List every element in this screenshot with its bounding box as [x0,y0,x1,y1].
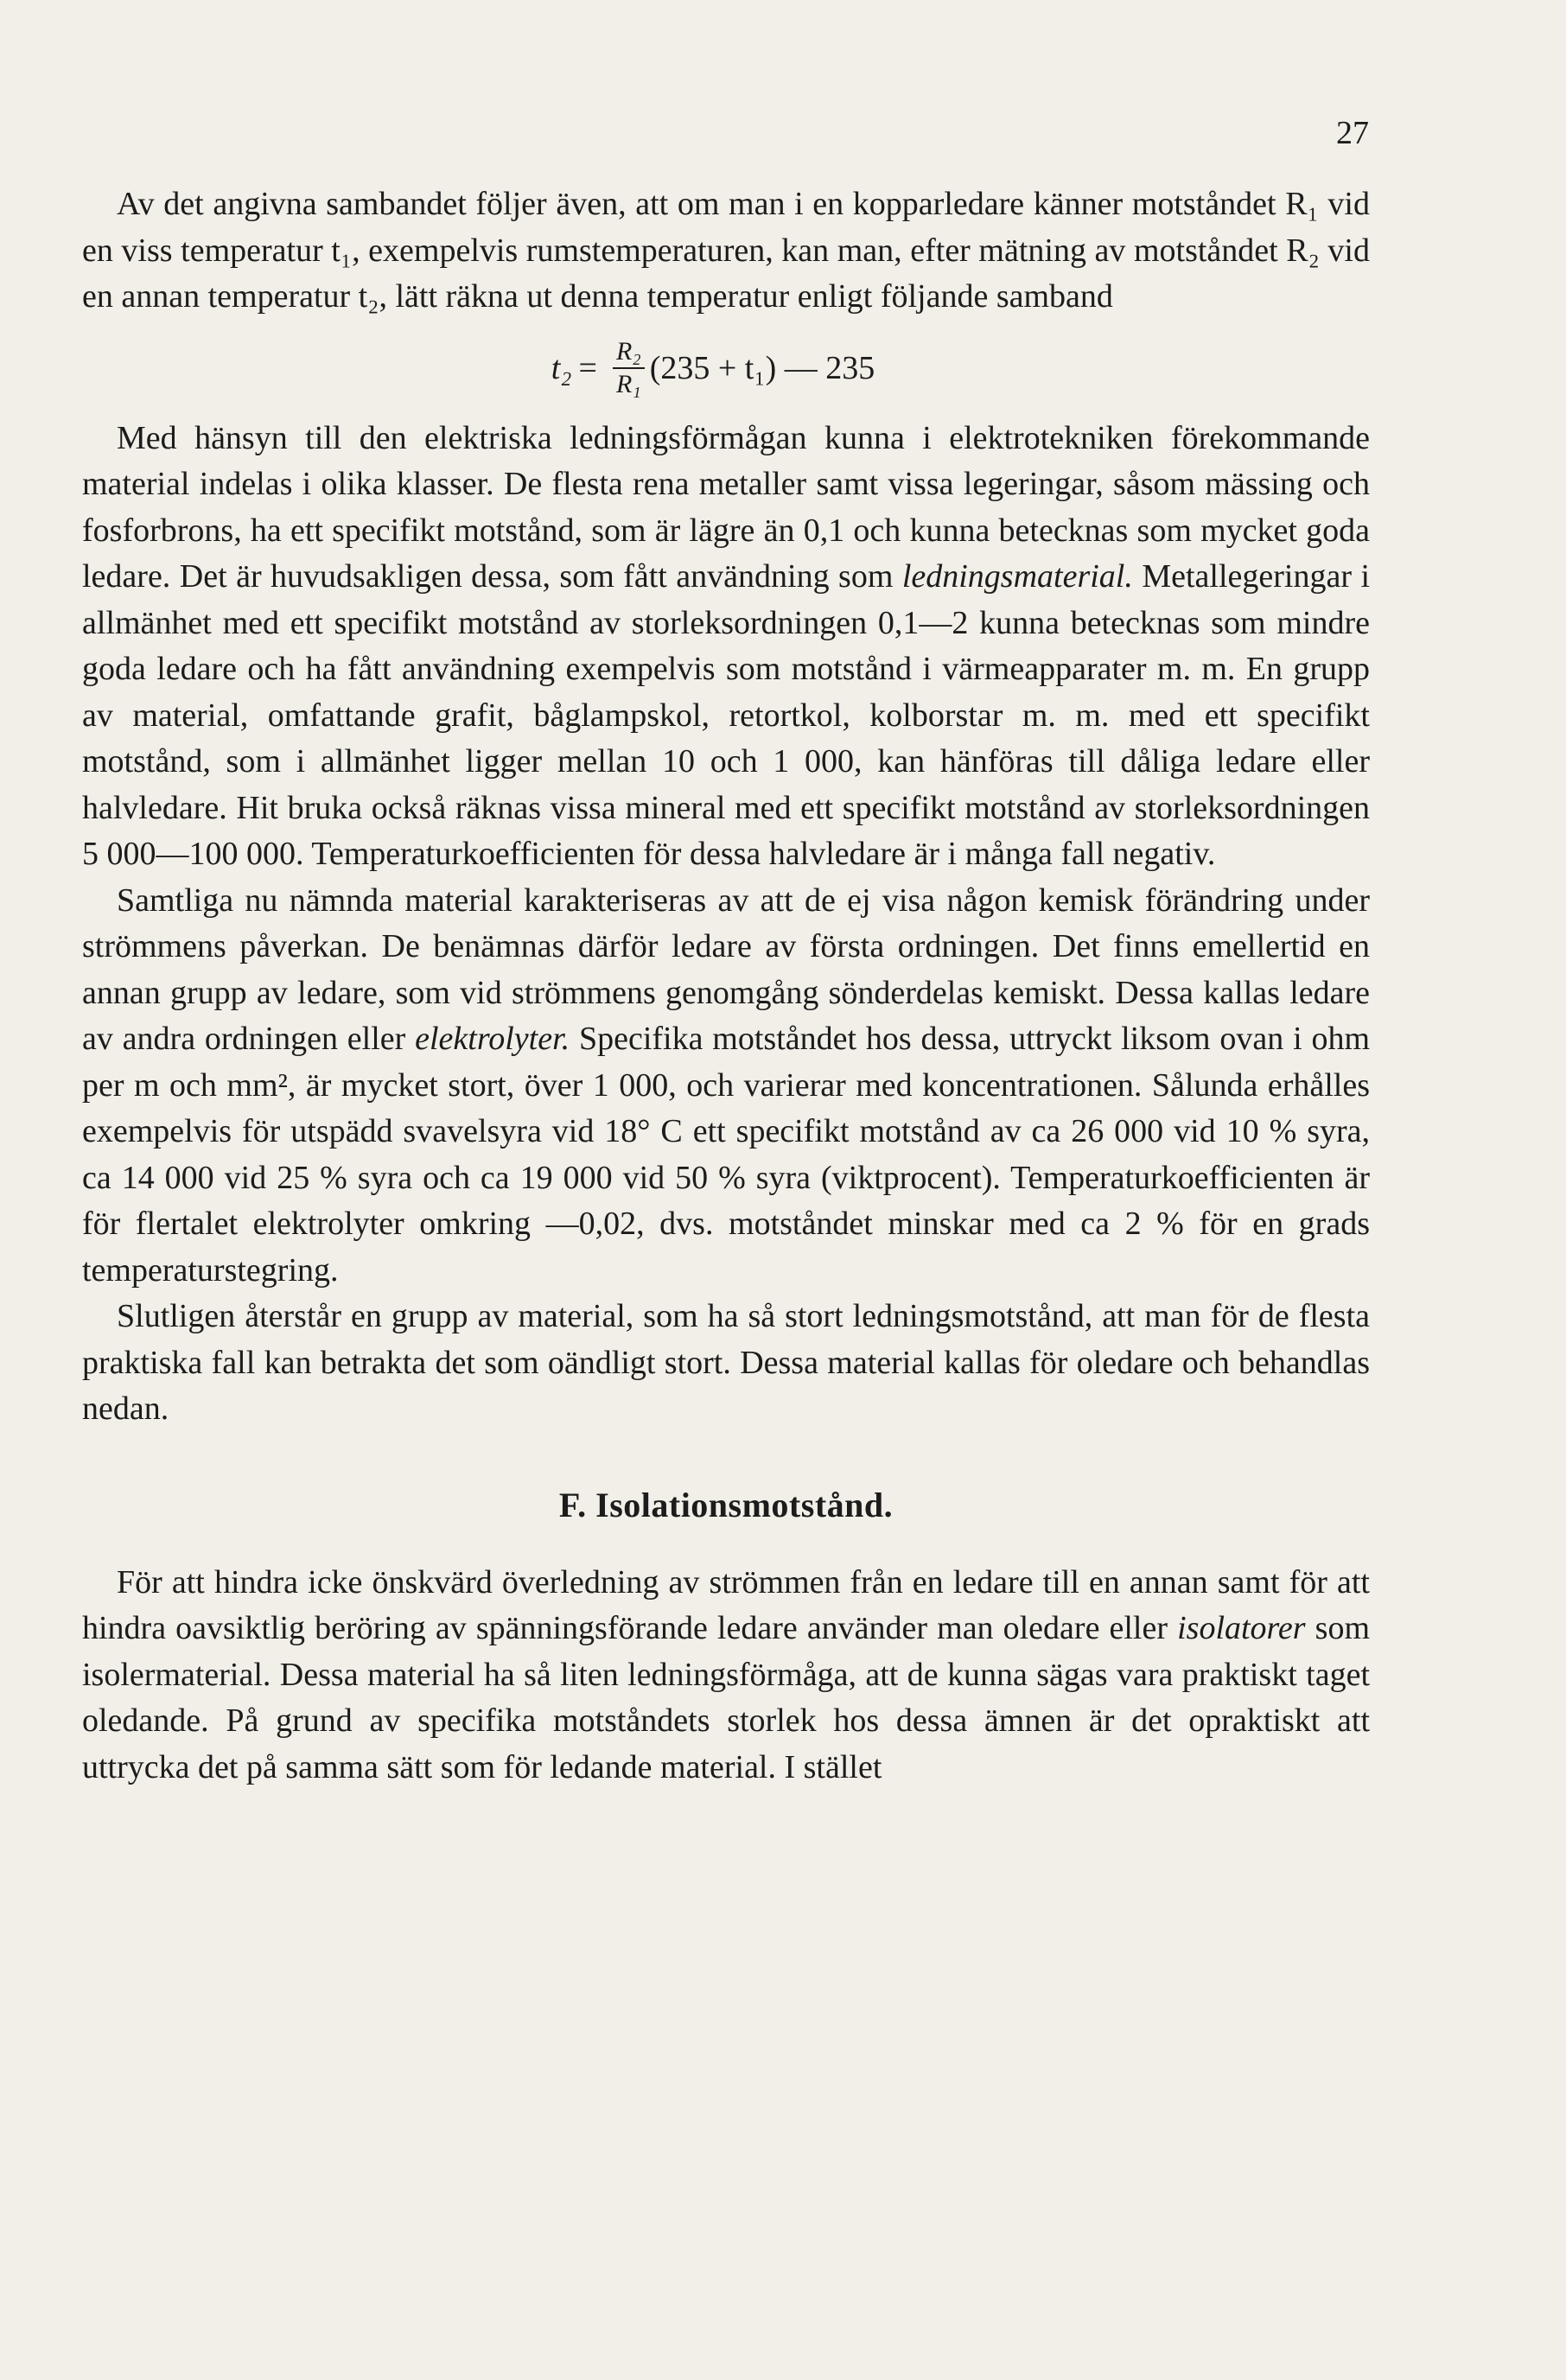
term-isolatorer: isolatorer [1177,1610,1306,1646]
paragraph-insulation-b: som isolermaterial. Dessa material ha så liten ledningsförmåga, att de kunna sägas vara praktiskt taget oledande. På grund av specifika motståndets storlek hos dessa ämnen är det opraktiskt att uttrycka det på samma sätt som för ledande material. I stället [82,1610,1371,1785]
formula-equals: = [578,349,597,386]
section-heading: F. Isolationsmotstånd. [558,1485,894,1524]
paragraph-insulation [82,1560,1370,1791]
term-ledningsmaterial: ledningsmaterial. [901,558,1133,595]
paragraph-conductors-a: Med hänsyn till den elektriska ledningsförmågan kunna i elektrotekniken förekommande material indelas i olika klasser. De flesta rena metaller samt vissa legeringar, såsom mässing och fosforbrons, ha ett specifikt motstånd, som är lägre än 0,1 och kunna betecknas som mycket goda ledare. Det är huvudsakligen dessa, som fått användning som [82,419,1370,595]
paragraph-electrolytes-b: Specifika motståndet hos dessa, uttryckt liksom ovan i ohm per m och mm², är mycket stort, över 1 000, och varierar med koncentrationen. Sålunda erhålles exempelvis för utspädd svavelsyra vid 18° C ett specifikt motstånd av ca 26 000 vid 10 % syra, ca 14 000 vid 25 % syra och ca 19 000 vid 50 % syra (viktprocent). Temperaturkoefficienten är för flertalet elektrolyter omkring —0,02, dvs. motståndet minskar med ca 2 % för en grads temperaturstegring. [82,1021,1371,1289]
page-body [82,181,1370,1791]
paragraph-conductors [82,416,1370,878]
formula-denominator: R₁ [615,369,641,398]
temperature-formula [56,321,1370,416]
paragraph-nonconductors: Slutligen återstår en grupp av material, som ha så stort ledningsmotstånd, att man för de flesta praktiska fall kan betrakta det som oändligt stort. Dessa material kallas för oledare och behandlas nedan. [82,1298,1370,1427]
paragraph-conductors-b: Metallegeringar i allmänhet med ett specifikt motstånd av storleksordningen 0,1—2 kunna betecknas som mindre goda ledare och ha fått användning exempelvis som motstånd i värmeapparater m. m. En grupp av material, omfattande grafit, båglampskol, retortkol, kolborstar m. m. med ett specifikt motstånd, som i allmänhet ligger mellan 10 och 1 000, kan hänföras till dåliga ledare eller halvledare. Hit bruka också räknas vissa mineral med ett specifikt motstånd av storleksordningen 5 000—100 000. Temperaturkoefficienten för dessa halvledare är i många fall negativ. [82,558,1370,872]
paragraph-electrolytes [82,878,1370,1295]
paragraph-insulation-a: För att hindra icke önskvärd överledning av strömmen från en ledare till en annan samt för att hindra oavsiktlig beröring av spänningsförande ledare använder man oledare eller [82,1563,1370,1646]
paragraph-electrolytes-a: Samtliga nu nämnda material karakteriseras av att de ej visa någon kemisk förändring under strömmens påverkan. De benämnas därför ledare av första ordningen. Det finns emellertid en annan grupp av ledare, som vid strömmens genomgång sönderdelas kemiskt. Dessa kallas ledare av andra ordningen eller [82,881,1370,1057]
formula-lhs: t₂ [551,349,572,386]
formula-rhs: (235 + t₁) — 235 [649,349,875,386]
page-number: 27 [1336,115,1369,151]
paragraph-intro: Av det angivna sambandet följer även, att om man i en kopparledare känner motståndet R₁ vid en viss temperatur t₁, exempelvis rumstemperaturen, kan man, efter mätning av motståndet R₂ vid en annan temperatur t₂, lätt räkna ut denna temperatur enligt följande samband [82,186,1370,315]
formula-numerator: R₂ [613,336,645,369]
formula-fraction [613,336,645,400]
term-elektrolyter: elektrolyter. [415,1021,570,1057]
